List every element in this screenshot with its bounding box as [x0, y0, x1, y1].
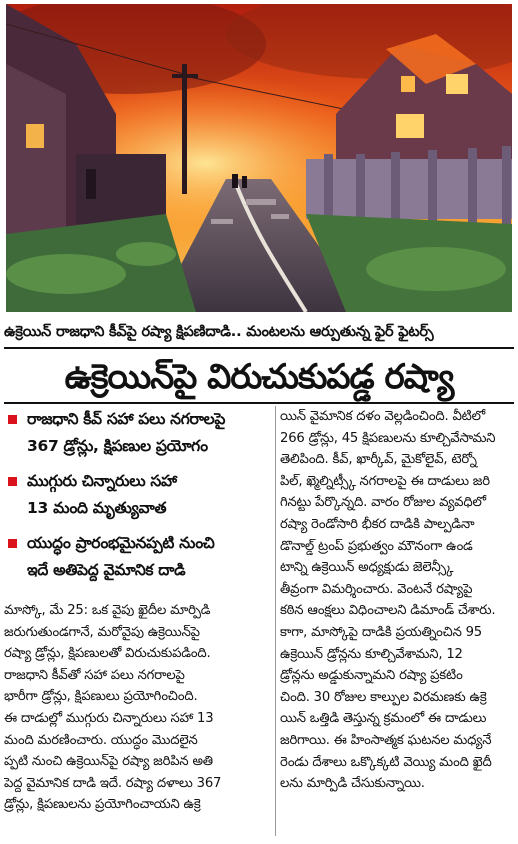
body-line: డొనాల్డ్ ట్రంప్ ప్రభుత్వం మౌనంగా ఉండ [280, 538, 473, 554]
body-line: పిల్, ఖ్మెల్నిట్స్కీ నగరాలపై ఈ దాడులు జరి [280, 473, 490, 489]
highlight-line: ముగ్గురు చిన్నారులు సహా [27, 472, 177, 490]
body-line: మాస్కో, మే 25: ఒక వైపు ఖైదీల మార్పిడి [4, 603, 211, 618]
body-line: తెలిపింది. కీవ్, ఖార్కీవ్, మైకోలైవ్, టెర్నో [280, 452, 477, 468]
body-line: ఈ దాడుల్లో ముగ్గురు చిన్నారులు సహా 13 [4, 710, 214, 726]
highlight-line: ఇదే అతిపెద్ద వైమానిక దాడి [27, 561, 186, 579]
body-line: లను మార్పిడి చేసుకున్నాయి. [280, 776, 425, 792]
body-line: చింది. 30 రోజుల కాల్పుల విరమణకు ఉక్రె [280, 689, 487, 705]
body-line: ప్పటి నుంచి ఉక్రెయిన్‌పై రష్యా జరిపిన అతి [4, 754, 213, 770]
body-line: భారీగా డ్రోన్లు, క్షిపణులు ప్రయోగించింది. [4, 689, 198, 705]
body-line: తీవ్రంగా విమర్శించారు. వెంటనే రష్యాపై [280, 581, 473, 597]
body-line: రెండు దేశాలు ఒక్కొక్కటి వెయ్యి మంది ఖైదీ [280, 754, 492, 770]
highlights [4, 406, 270, 594]
highlight-line: యుద్ధం ప్రారంభమైనప్పటి నుంచి [27, 534, 215, 552]
bullet-square-icon [8, 477, 17, 486]
body-line: రాజధాని కీవ్‌తో సహా పలు నగరాలపై [4, 667, 185, 683]
body-line: జరిగాయి. ఈ హింసాత్మక ఘటనల మధ్యనే [280, 732, 492, 748]
divider [4, 402, 514, 404]
body-line: ఉక్రెయిన్ డ్రోన్లను కూల్చివేశామని, 12 [280, 646, 463, 662]
body-line: డ్రోన్లు, క్షిపణులను ప్రయోగించాయని ఉక్రె [4, 797, 201, 813]
body-line: మంది మరణించారు. యుద్ధం మొదలైన [4, 732, 198, 748]
body-line: యిన్ వైమానిక దళం వెల్లడించింది. వీటిలో [280, 409, 485, 424]
body-line: కాగా, మాస్కోపై దాడికి ప్రయత్నించిన 95 [280, 624, 482, 640]
body-line: టాన్ని ఉక్రెయిన్ అధ్యక్షుడు జెలెన్స్కీ [280, 560, 454, 576]
divider [4, 347, 514, 349]
body-line: కఠిన ఆంక్షలు విధించాలని డిమాండ్ చేశారు. [280, 603, 496, 619]
bullet-square-icon [8, 539, 17, 548]
headline: ఉక్రెయిన్‌పై విరుచుకుపడ్డ రష్యా [64, 357, 454, 397]
article-body-right [280, 406, 514, 840]
highlight-line: 13 మంది మృత్యువాత [27, 499, 167, 517]
highlight-item [4, 530, 270, 584]
highlight-item [4, 468, 270, 522]
body-line: జరుగుతుండగానే, మరోవైపు ఉక్రెయిన్‌పై [4, 624, 200, 640]
body-line: గినట్టు పేర్కొన్నది. వారం రోజుల వ్యవధిలో [280, 495, 486, 511]
highlight-item [4, 406, 270, 460]
highlight-line: రాజధాని కీవ్ సహా పలు నగరాలపై [27, 410, 226, 428]
highlight-line: 367 డ్రోన్లు, క్షిపణుల ప్రయోగం [27, 437, 208, 455]
bullet-square-icon [8, 415, 17, 424]
body-line: పెద్ద వైమానిక దాడి ఇదే. రష్యా దళాలు 367 [4, 775, 222, 791]
article-body-left [4, 600, 270, 840]
body-line: 266 డ్రోన్లు, 45 క్షిపణులను కూల్చివేసామని [280, 430, 496, 446]
body-line: యిన్ ఒత్తిడి తెస్తున్న క్రమంలో ఈ దాడులు [280, 711, 487, 727]
body-line: రష్యా రెండోసారి భీకర దాడికి పాల్పడినా [280, 516, 475, 532]
body-line: రష్యా డ్రోన్లు, క్షిపణులతో విరుచుకుపడింది. [4, 646, 211, 662]
photo-caption: ఉక్రెయిన్ రాజధాని కీవ్‌పై రష్యా క్షిపణిదాడి.. మంటలను ఆర్పుతున్న ఫైర్ ఫైటర్స్ [4, 324, 434, 340]
news-photo [6, 4, 512, 312]
body-line: డ్రోన్లను అడ్డుకున్నామని రష్యా ప్రకటిం [280, 668, 463, 684]
column-divider [275, 406, 276, 836]
